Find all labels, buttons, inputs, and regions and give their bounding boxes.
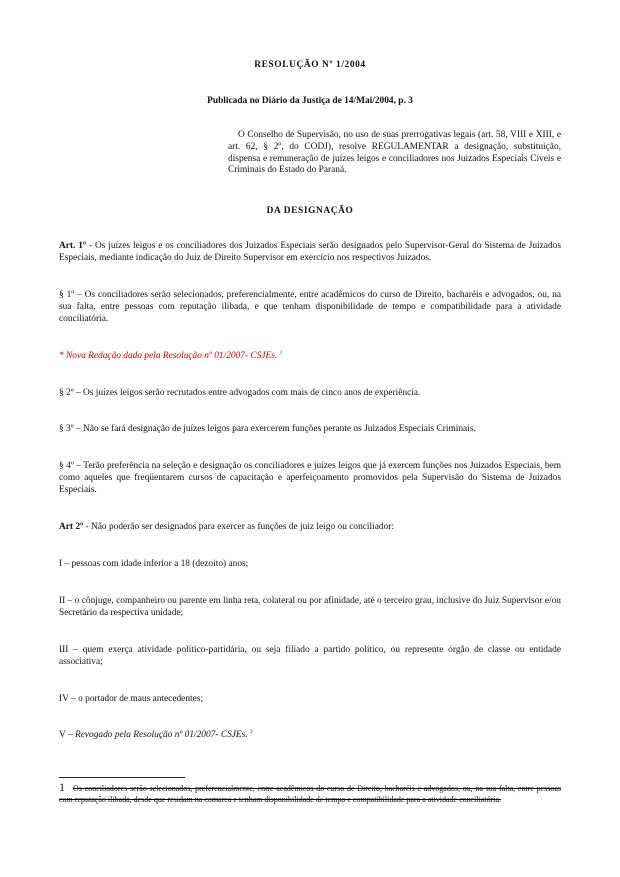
article-2-label: Art 2º <box>59 522 84 532</box>
footnote-text: Os conciliadores serão selecionados, preferencialmente, entre acadêmicos do curso de Direito, bacharéis e advogados, ou, na sua falta, entre pessoas com reputação ilibada, desde que residam na comarca e tenham disponibilidade de tempo e compatibilidade para a atividade conciliatória. <box>59 784 561 804</box>
preamble: O Conselho de Supervisão, no uso de suas prerrogativas legais (art. 58, VIII e XIII, e art. 62, § 2º, do CODJ), resolve REGULAMENTAR a designação, substituição, dispensa e remuneração de juízes leigos e conciliadores nos Juizados Especiais Cíveis e Criminais do Estado do Paraná. <box>228 130 561 176</box>
publication-line: Publicada no Diário da Justiça de 14/Mai/2004, p. 3 <box>207 96 413 106</box>
article-1-paragraph-4: § 4º – Terão preferência na seleção e designação os conciliadores e juízes leigos que já exercem funções nos Juizados Especiais, bem como aqueles que freqüentarem cursos de capacitação e aperfeiçoamento promovidos pela Supervisão do Sistema de Juizados Especiais. <box>59 461 561 495</box>
list-item-3: III – quem exerça atividade político-partidária, ou seja filiado a partido político, ou represente órgão de classe ou entidade associativa; <box>59 645 561 667</box>
list-item-5-prefix: V – <box>59 730 75 740</box>
list-item-1: I – pessoas com idade inferior a 18 (dezoito) anos; <box>59 559 249 569</box>
amendment-note <box>59 351 561 363</box>
article-1-paragraph-2: § 2º – Os juízes leigos serão recrutados entre advogados com mais de cinco anos de experiência. <box>59 388 421 398</box>
article-1-text: - Os juízes leigos e os conciliadores dos Juizados Especiais serão designados pelo Supervisor-Geral do Sistema de Juizados Especiais, mediante indicação do Juiz de Direito Supervisor em exercício nos respectivos Juizados. <box>59 241 561 263</box>
list-item-2: II – o cônjuge, companheiro ou parente em linha reta, colateral ou por afinidade, até o terceiro grau, inclusive do Juiz Supervisor e/ou Secretário da respectiva unidade; <box>59 596 561 618</box>
footnote-ref-2[interactable]: 2 <box>250 728 253 735</box>
footnote-number: 1 <box>59 780 65 794</box>
article-2 <box>59 522 561 534</box>
article-2-text: - Não poderão ser designados para exercer as funções de juiz leigo ou conciliador: <box>83 522 394 532</box>
article-1-paragraph-3: § 3º – Não se fará designação de juízes leigos para exercerem funções perante os Juizados Especiais Criminais. <box>59 424 476 434</box>
list-item-5-text: Revogado pela Resolução nº 01/2007- CSJEs. <box>74 730 248 740</box>
footnote-ref-1[interactable]: 1 <box>279 349 283 356</box>
list-item-4: IV – o portador de maus antecedentes; <box>59 694 204 704</box>
footnote-separator <box>59 777 185 778</box>
document-title: RESOLUÇÃO Nº 1/2004 <box>254 60 366 70</box>
list-item-5 <box>59 730 561 742</box>
section-title: DA DESIGNAÇÃO <box>266 206 354 216</box>
amendment-note-text: * Nova Redação dada pela Resolução nº 01/2007- CSJEs. <box>59 351 278 361</box>
article-1-paragraph-1: § 1º – Os conciliadores serão selecionados, preferencialmente, entre acadêmicos do curso de Direito, bacharéis e advogados, ou, na sua falta, entre pessoas com reputação ilibada, e que tenham disponibilidade de tempo e compatibilidade para a atividade conciliatória. <box>59 290 561 324</box>
footnote-1 <box>59 782 561 805</box>
article-1-label: Art. 1º <box>59 241 87 251</box>
article-1 <box>59 241 561 265</box>
